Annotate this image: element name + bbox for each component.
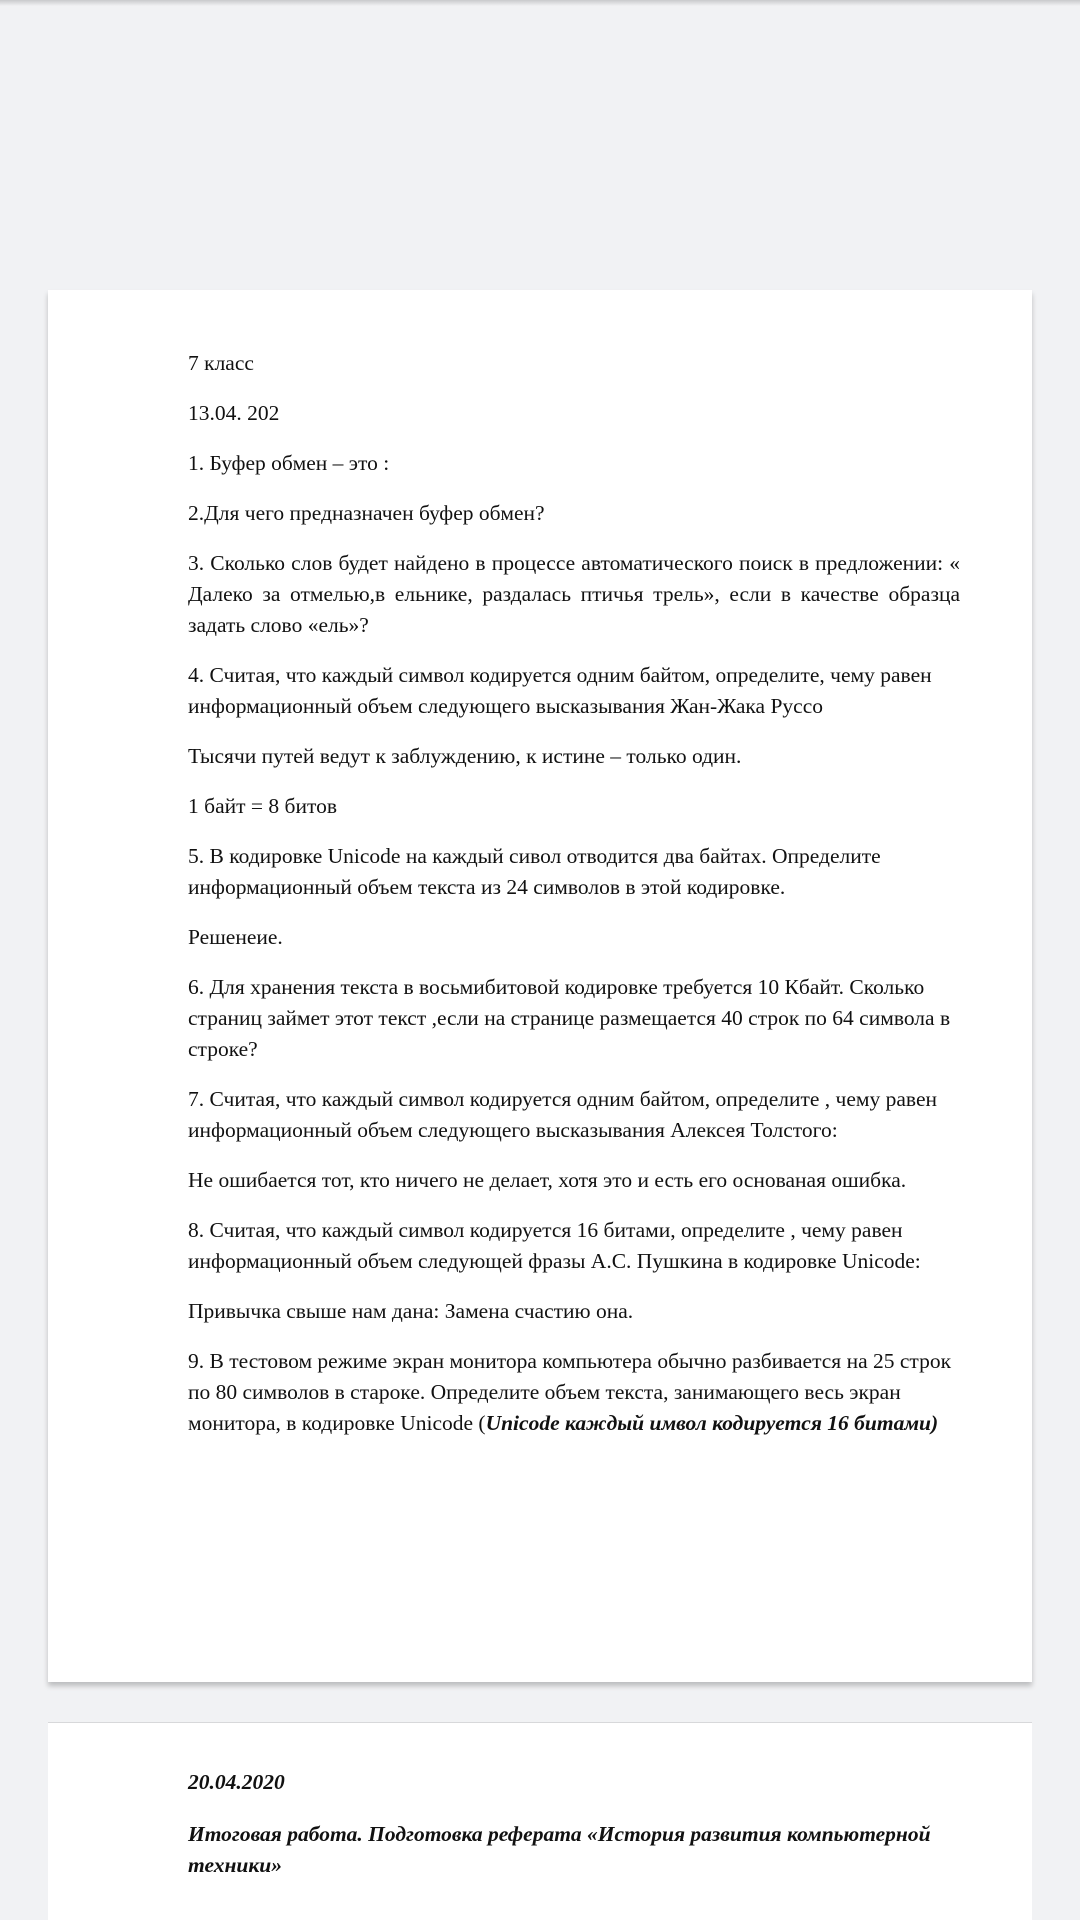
question-4: 4. Считая, что каждый символ кодируется одним байтом, определите, чему равен информационный объем следующего высказывания Жан-Жака Руссо	[188, 663, 932, 718]
question-9-emphasis: Unicode каждый имвол кодируется 16 битами)	[485, 1411, 939, 1435]
question-5: 5. В кодировке Unicode на каждый сивол отводится два байтах. Определите информационный объем текста из 24 символов в этой кодировке.	[188, 844, 881, 899]
question-1: 1. Буфер обмен – это :	[188, 451, 390, 475]
viewer-top-shadow	[0, 0, 1080, 6]
grade-label: 7 класс	[188, 351, 254, 375]
solution-label: Решенеие.	[188, 925, 283, 949]
question-8: 8. Считая, что каждый символ кодируется 16 битами, определите , чему равен информационный объем следующей фразы А.С. Пушкина в кодировке Unicode:	[188, 1218, 921, 1273]
note-bits: 1 байт = 8 битов	[188, 794, 337, 818]
document-page-2	[48, 1722, 1032, 1920]
document-page-1	[48, 290, 1032, 1682]
quote-pushkin: Привычка свыше нам дана: Замена счастию она.	[188, 1299, 634, 1323]
question-2: 2.Для чего предназначен буфер обмен?	[188, 501, 545, 525]
question-3: 3. Сколько слов будет найдено в процессе автоматического поиск в предложении: « Далеко за отмелью,в ельнике, раздалась птичья трель», если в качестве образца задать слово «ель»?	[188, 551, 960, 637]
question-6: 6. Для хранения текста в восьмибитовой кодировке требуется 10 Кбайт. Сколько страниц займет этот текст ,если на странице размещается 40 строк по 64 символа в строке?	[188, 975, 951, 1061]
lesson-date-2: 20.04.2020	[188, 1770, 285, 1794]
quote-rousseau: Тысячи путей ведут к заблуждению, к истине – только один.	[188, 744, 742, 768]
quote-tolstoy: Не ошибается тот, кто ничего не делает, хотя это и есть его основаная ошибка.	[188, 1168, 907, 1192]
question-9-text: 9. В тестовом режиме экран монитора компьютера обычно разбивается на 25 строк по 80 символов в староке. Определите объем текста, занимающего весь экран монитора, в кодировке Unicode (	[188, 1349, 952, 1435]
final-work-title: Итоговая работа. Подготовка реферата «История развития компьютерной техники»	[188, 1822, 931, 1877]
question-7: 7. Считая, что каждый символ кодируется одним байтом, определите , чему равен информационный объем следующего высказывания Алексея Толстого:	[188, 1087, 938, 1142]
lesson-date: 13.04. 202	[188, 401, 280, 425]
question-9	[188, 1346, 960, 1439]
